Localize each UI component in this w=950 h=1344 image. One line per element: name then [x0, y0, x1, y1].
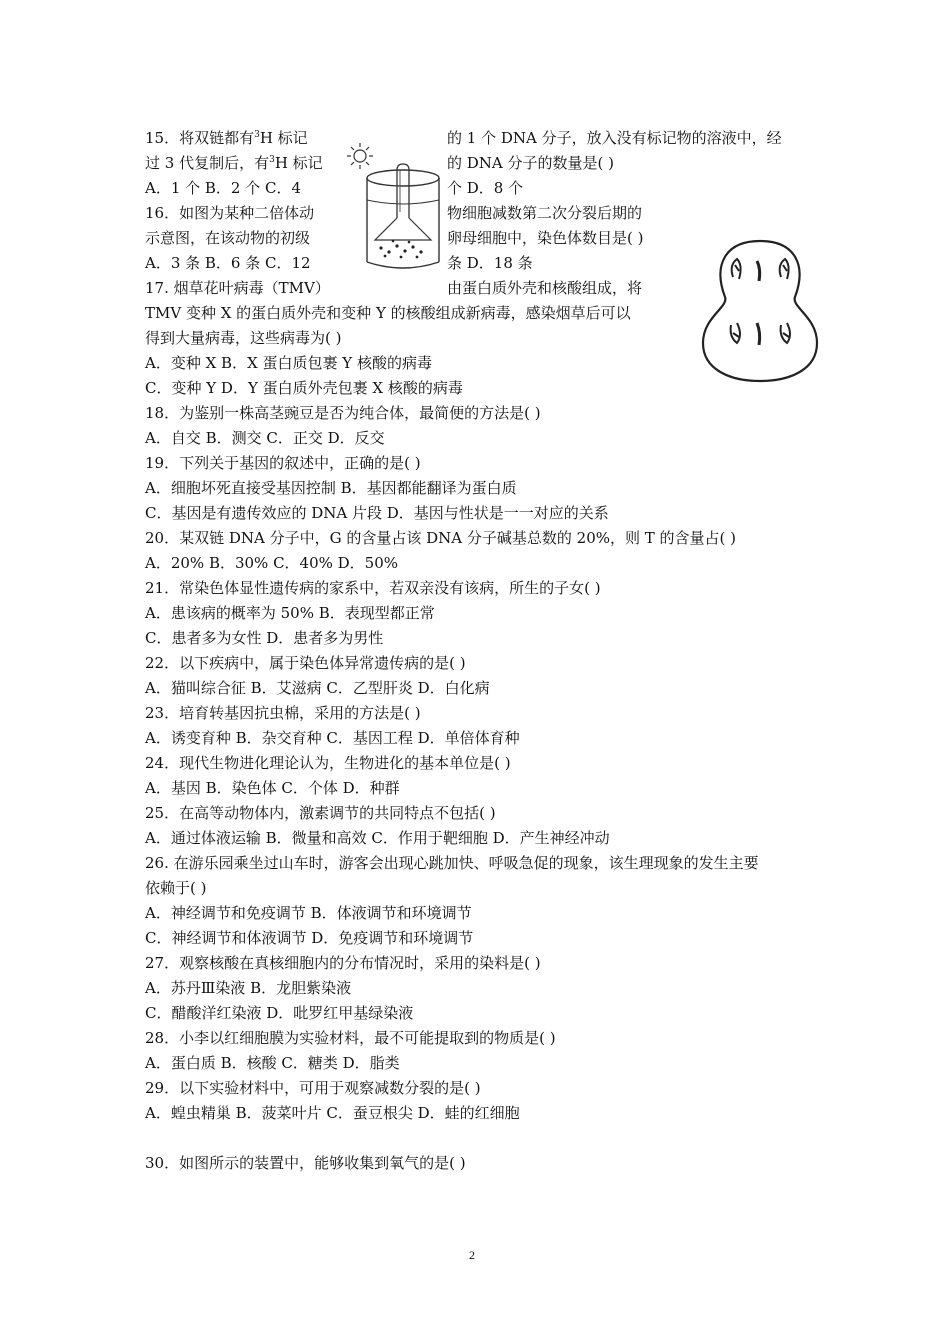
- q27-stem: 27．观察核酸在真核细胞内的分布情况时，采用的染料是( ): [145, 954, 541, 972]
- q17-line-3: 得到大量病毒，这些病毒为( ): [145, 329, 342, 347]
- q16-line-1b: 物细胞减数第二次分裂后期的: [447, 204, 643, 222]
- q24-options: A．基因 B．染色体 C．个体 D．种群: [145, 779, 400, 797]
- beaker: [367, 170, 439, 268]
- q24-stem: 24．现代生物进化理论认为，生物进化的基本单位是( ): [145, 754, 511, 772]
- q17-options-cd: C．变种 Y D．Y 蛋白质外壳包裹 X 核酸的病毒: [145, 379, 463, 397]
- q19-stem: 19．下列关于基因的叙述中，正确的是( ): [145, 454, 421, 472]
- chromosomes-bottom: [731, 323, 790, 345]
- q17-line-2: TMV 变种 X 的蛋白质外壳和变种 Y 的核酸组成新病毒，感染烟草后可以: [145, 304, 631, 322]
- q29-options: A．蝗虫精巢 B．菠菜叶片 C．蚕豆根尖 D．蛙的红细胞: [145, 1104, 520, 1122]
- q26-stem-line-1: 26. 在游乐园乘坐过山车时，游客会出现心跳加快、呼吸急促的现象，该生理现象的发生主要: [145, 854, 759, 872]
- q16-line-1: 16．如图为某种二倍体动: [145, 204, 315, 222]
- q21-options-cd: C．患者多为女性 D．患者多为男性: [145, 629, 384, 647]
- q15-line-2: 过 3 代复制后，有$^3$H 标记: [145, 154, 323, 172]
- chromosomes-top: [732, 259, 789, 281]
- q21-options-ab: A．患该病的概率为 50% B．表现型都正常: [145, 604, 435, 622]
- q15-line-1: 15．将双链都有$^3$H 标记: [145, 129, 308, 147]
- page-number: 2: [469, 1248, 475, 1262]
- cell-membrane: [703, 241, 817, 381]
- q22-options: A．猫叫综合征 B．艾滋病 C．乙型肝炎 D．白化病: [145, 679, 490, 697]
- oxygen-collection-apparatus-figure: [345, 140, 445, 275]
- q25-stem: 25．在高等动物体内，激素调节的共同特点不包括( ): [145, 804, 496, 822]
- q17-options-ab: A．变种 X B．X 蛋白质包裹 Y 核酸的病毒: [145, 354, 432, 372]
- q25-options: A．通过体液运输 B．微量和高效 C．作用于靶细胞 D．产生神经冲动: [145, 829, 610, 847]
- q18-stem: 18．为鉴别一株高茎豌豆是否为纯合体，最简便的方法是( ): [145, 404, 541, 422]
- q15-options: A．1 个 B．2 个 C．4: [145, 179, 302, 197]
- sun-icon: [347, 143, 373, 169]
- q26-options-ab: A．神经调节和免疫调节 B．体液调节和环境调节: [145, 904, 472, 922]
- q23-stem: 23．培育转基因抗虫棉，采用的方法是( ): [145, 704, 421, 722]
- q20-stem: 20．某双链 DNA 分子中，G 的含量占该 DNA 分子碱基总数的 20%，则 T 的含量占( ): [145, 529, 737, 547]
- q17-line-1b: 由蛋白质外壳和核酸组成，将: [447, 279, 643, 297]
- test-tube: [397, 164, 409, 218]
- q22-stem: 22．以下疾病中，属于染色体异常遗传病的是( ): [145, 654, 466, 672]
- q29-stem: 29．以下实验材料中，可用于观察减数分裂的是( ): [145, 1079, 481, 1097]
- q16-line-2: 示意图，在该动物的初级: [145, 229, 311, 247]
- q23-options: A．诱变育种 B．杂交育种 C．基因工程 D．单倍体育种: [145, 729, 520, 747]
- q28-options: A．蛋白质 B．核酸 C．糖类 D．脂类: [145, 1054, 400, 1072]
- q20-options: A．20% B．30% C．40% D．50%: [145, 554, 399, 572]
- q16-options-b: 条 D．18 条: [447, 254, 533, 272]
- meiosis-anaphase-ii-cell-figure: [695, 235, 825, 385]
- q18-options: A．自交 B．测交 C．正交 D．反交: [145, 429, 385, 447]
- q19-options-ab: A．细胞坏死直接受基因控制 B．基因都能翻译为蛋白质: [145, 479, 517, 497]
- q16-line-2b: 卵母细胞中，染色体数目是( ): [447, 229, 644, 247]
- q26-options-cd: C．神经调节和体液调节 D．免疫调节和环境调节: [145, 929, 474, 947]
- q16-options: A．3 条 B．6 条 C．12: [145, 254, 311, 272]
- aquatic-plant: [379, 240, 422, 259]
- q15-options-b: 个 D．8 个: [447, 179, 524, 197]
- q27-options-ab: A．苏丹Ⅲ染液 B．龙胆紫染液: [145, 979, 352, 997]
- q15-line-1b: 的 1 个 DNA 分子，放入没有标记物的溶液中，经: [447, 129, 782, 147]
- q15-line-2b: 的 DNA 分子的数量是( ): [447, 154, 614, 172]
- q21-stem: 21．常染色体显性遗传病的家系中，若双亲没有该病，所生的子女( ): [145, 579, 601, 597]
- q19-options-cd: C．基因是有遗传效应的 DNA 片段 D．基因与性状是一一对应的关系: [145, 504, 609, 522]
- q30-stem: 30．如图所示的装置中，能够收集到氧气的是( ): [145, 1154, 466, 1172]
- q27-options-cd: C．醋酸洋红染液 D．吡罗红甲基绿染液: [145, 1004, 414, 1022]
- q28-stem: 28．小李以红细胞膜为实验材料，最不可能提取到的物质是( ): [145, 1029, 556, 1047]
- funnel: [375, 218, 431, 240]
- q26-stem-line-2: 依赖于( ): [145, 879, 207, 897]
- q17-line-1: 17. 烟草花叶病毒（TMV）: [145, 279, 330, 297]
